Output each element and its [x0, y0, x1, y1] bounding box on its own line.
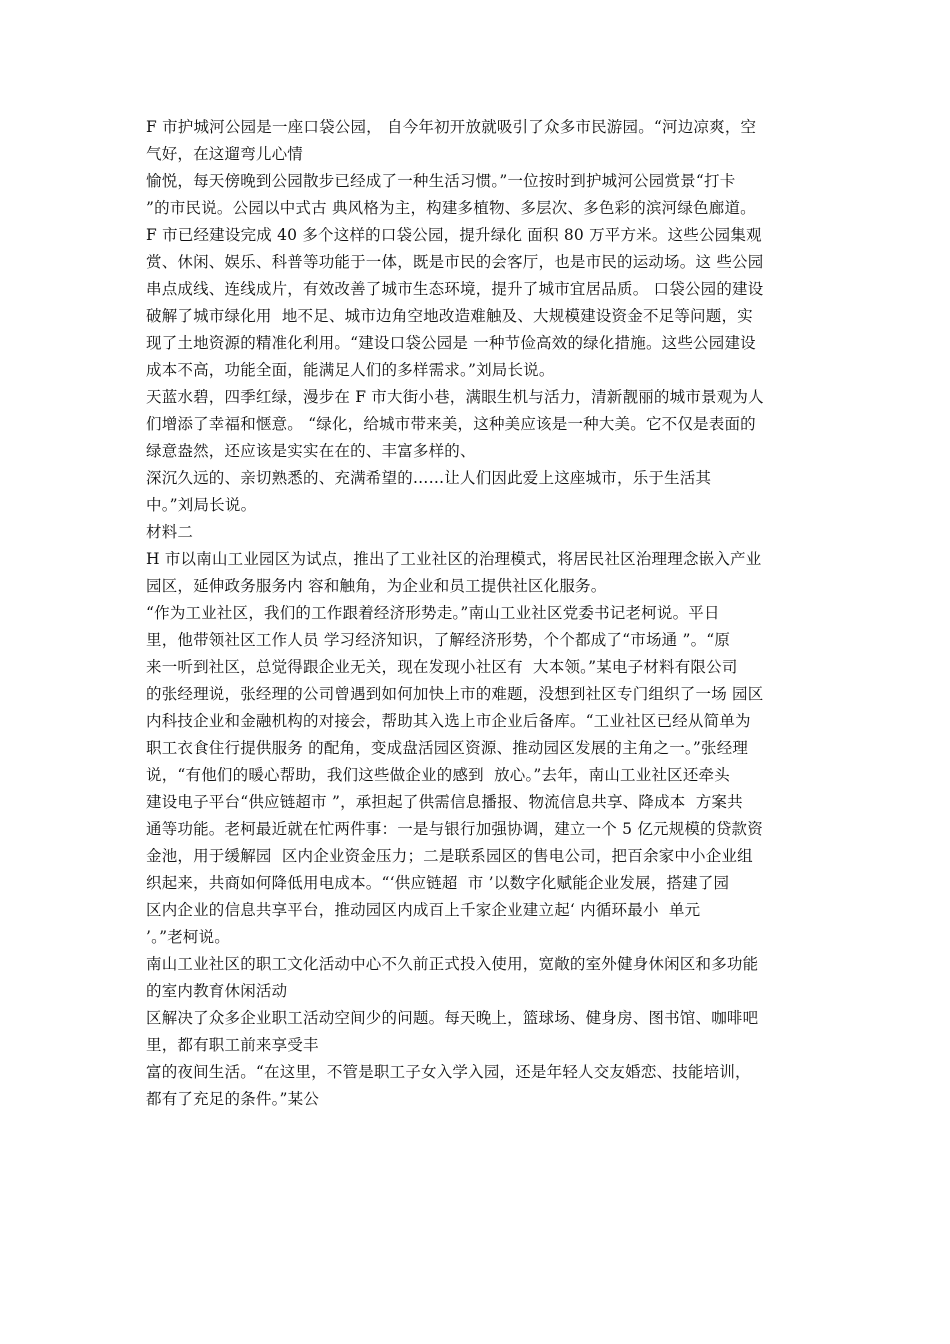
text-line: 金池，用于缓解园 区内企业资金压力；二是联系园区的售电公司，把百余家中小企业组	[146, 847, 753, 865]
text-line: 都有了充足的条件。”某公	[146, 1090, 320, 1108]
text-line: H 市以南山工业园区为试点，推出了工业社区的治理模式，将居民社区治理理念嵌入产业	[146, 550, 762, 568]
text-line: 职工衣食住行提供服务 的配角，变成盘活园区资源、推动园区发展的主角之一。”张经理	[146, 739, 749, 757]
text-line: 说，“有他们的暖心帮助，我们这些做企业的感到 放心。”去年，南山工业社区还牵头	[146, 766, 730, 784]
text-line: 破解了城市绿化用 地不足、城市边角空地改造难触及、大规模建设资金不足等问题，实	[146, 307, 753, 325]
text-line: 愉悦，每天傍晚到公园散步已经成了一种生活习惯。”一位按时到护城河公园赏景“打卡	[146, 172, 736, 190]
text-line: ’。”老柯说。	[146, 928, 231, 946]
text-line: 富的夜间生活。“在这里，不管是职工子女入学入园，还是年轻人交友婚恋、技能培训，	[146, 1063, 751, 1081]
text-line: 中。”刘局长说。	[146, 496, 257, 514]
text-line: 通等功能。老柯最近就在忙两件事：一是与银行加强协调，建立一个 5 亿元规模的贷款资	[146, 820, 763, 838]
text-line: 来一听到社区，总觉得跟企业无关，现在发现小社区有 大本领。”某电子材料有限公司	[146, 658, 738, 676]
text-line: 绿意盎然，还应该是实实在在的、丰富多样的、	[146, 442, 476, 460]
text-line: F 市护城河公园是一座口袋公园， 自今年初开放就吸引了众多市民游园。“河边凉爽，空	[146, 118, 757, 136]
text-line: 区解决了众多企业职工活动空间少的问题。每天晚上，篮球场、健身房、图书馆、咖啡吧	[146, 1009, 759, 1027]
text-line: 们增添了幸福和惬意。 “绿化，给城市带来美，这种美应该是一种大美。它不仅是表面的	[146, 415, 756, 433]
text-line: 赏、休闲、娱乐、科普等功能于一体，既是市民的会客厅，也是市民的运动场。这 些公园	[146, 253, 764, 271]
text-line: 里，他带领社区工作人员 学习经济知识，了解经济形势，个个都成了“市场通 ”。“原	[146, 631, 731, 649]
text-line: 现了土地资源的精准化利用。“建设口袋公园是 一种节俭高效的绿化措施。这些公园建设	[146, 334, 756, 352]
text-line: 内科技企业和金融机构的对接会，帮助其入选上市企业后备库。“工业社区已经从简单为	[146, 712, 751, 730]
document-page	[146, 114, 816, 1113]
text-line: 的张经理说，张经理的公司曾遇到如何加快上市的难题，没想到社区专门组织了一场 园区	[146, 685, 764, 703]
text-line: F 市已经建设完成 40 多个这样的口袋公园，提升绿化 面积 80 万平方米。这些公园集观	[146, 226, 762, 244]
text-line: 深沉久远的、亲切熟悉的、充满希望的……让人们因此爱上这座城市，乐于生活其	[146, 469, 712, 487]
text-line: 里，都有职工前来享受丰	[146, 1036, 319, 1054]
text-line: 南山工业社区的职工文化活动中心不久前正式投入使用，宽敞的室外健身休闲区和多功能	[146, 955, 759, 973]
text-line: 天蓝水碧，四季红绿，漫步在 F 市大街小巷，满眼生机与活力，清新靓丽的城市景观为人	[146, 388, 764, 406]
text-line: 建设电子平台“供应链超市 ”，承担起了供需信息播报、物流信息共享、降成本 方案共	[146, 793, 743, 811]
section-heading: 材料二	[146, 523, 194, 541]
text-line: 区内企业的信息共享平台，推动园区内成百上千家企业建立起‘ 内循环最小 单元	[146, 901, 701, 919]
text-line: 串点成线、连线成片，有效改善了城市生态环境，提升了城市宜居品质。 口袋公园的建设	[146, 280, 764, 298]
text-line: 成本不高，功能全面，能满足人们的多样需求。”刘局长说。	[146, 361, 555, 379]
text-line: 织起来，共商如何降低用电成本。“‘供应链超 市 ’以数字化赋能企业发展，搭建了园	[146, 874, 730, 892]
text-line: 的室内教育休闲活动	[146, 982, 288, 1000]
text-line: “作为工业社区，我们的工作跟着经济形势走。”南山工业社区党委书记老柯说。平日	[146, 604, 720, 622]
text-line: ”的市民说。公园以中式古 典风格为主，构建多植物、多层次、多色彩的滨河绿色廊道。	[146, 199, 756, 217]
text-line: 气好，在这遛弯儿心情	[146, 145, 304, 163]
text-line: 园区，延伸政务服务内 容和触角，为企业和员工提供社区化服务。	[146, 577, 607, 595]
